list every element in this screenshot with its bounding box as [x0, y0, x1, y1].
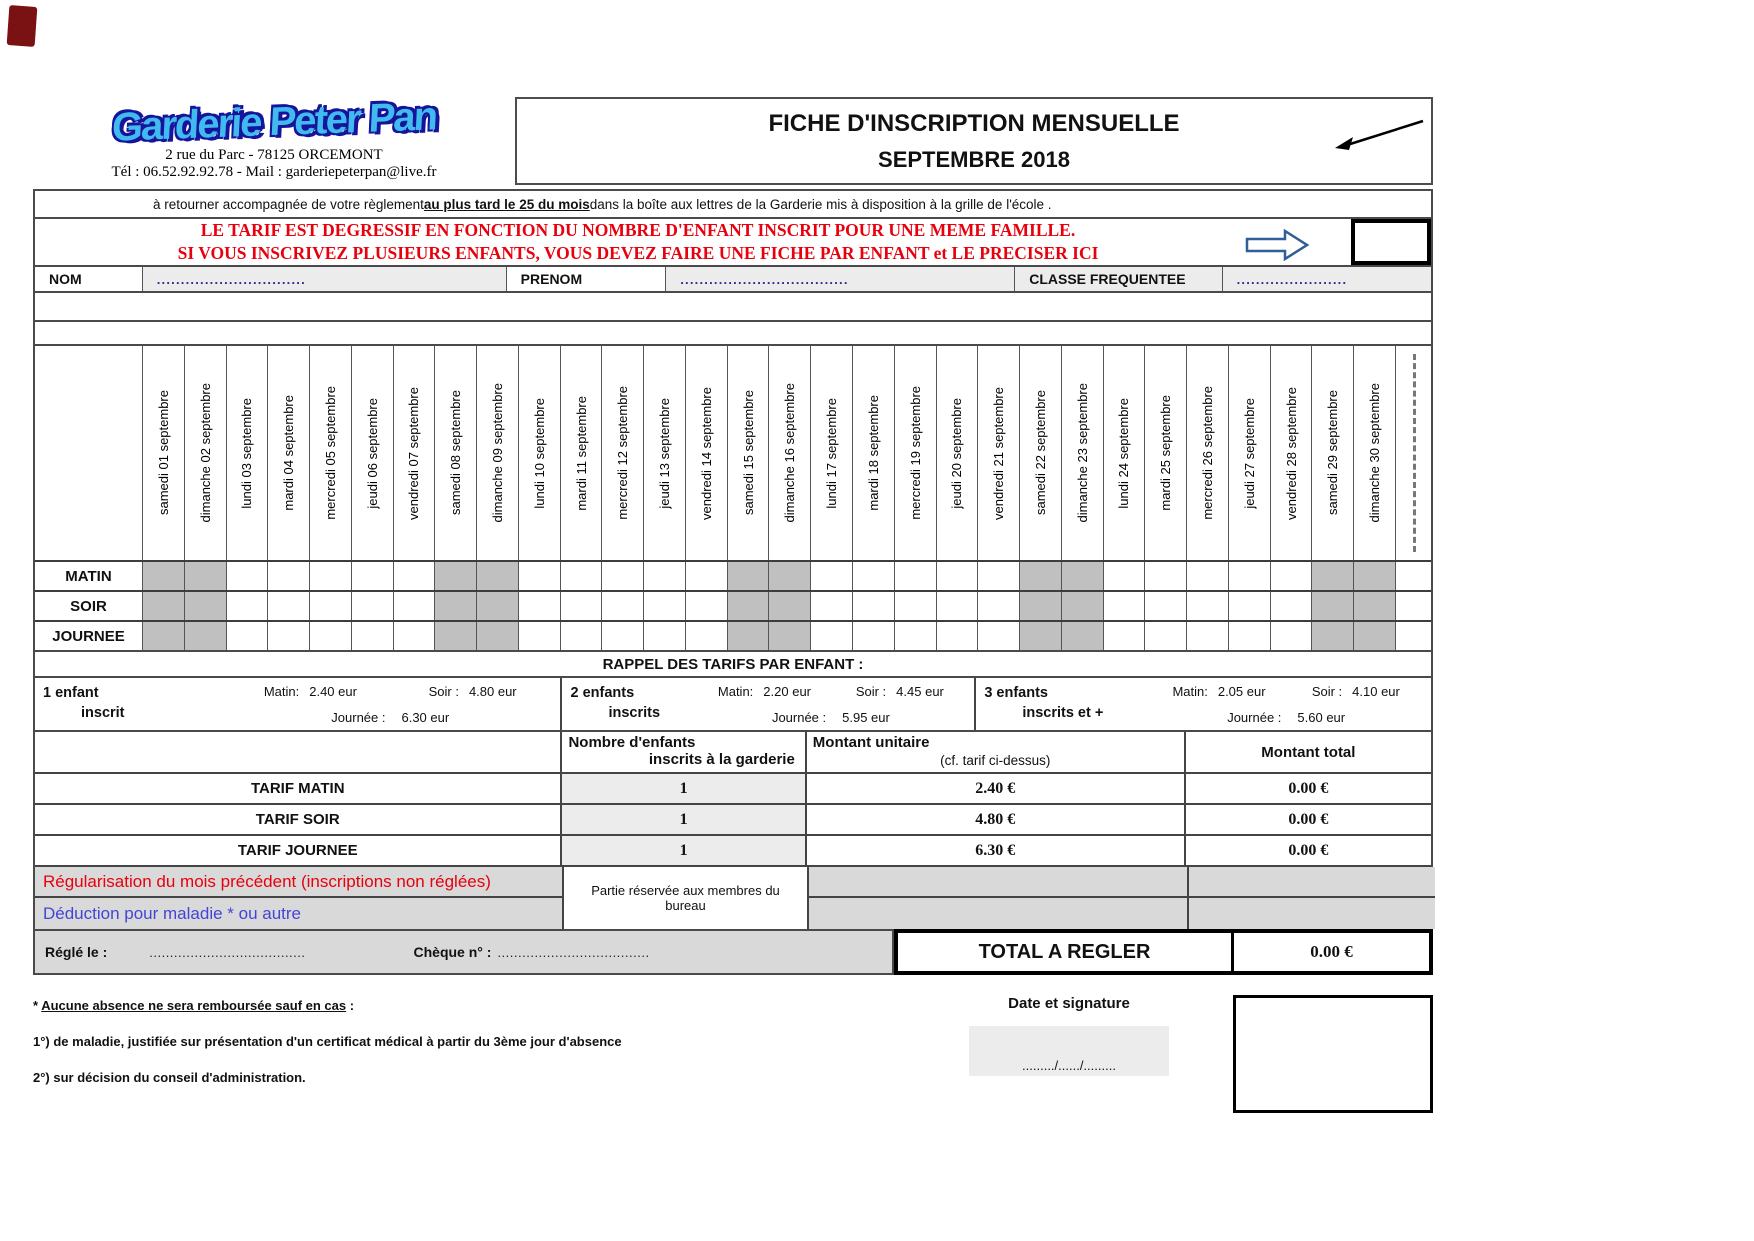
- calendar-cell[interactable]: [727, 562, 769, 590]
- garderie-logo: Garderie Peter Pan: [110, 94, 438, 150]
- calendar-cell[interactable]: [1103, 592, 1145, 620]
- day-header-30: dimanche 30 septembre: [1353, 346, 1395, 560]
- day-header-25: mardi 25 septembre: [1144, 346, 1186, 560]
- calendar-cell[interactable]: [1061, 622, 1103, 650]
- calendar-cell[interactable]: [1103, 562, 1145, 590]
- signature-label: Date et signature: [1008, 995, 1130, 1012]
- calendar-trailing-col: [1395, 346, 1431, 560]
- calendar-cell[interactable]: [351, 622, 393, 650]
- group1-journee-label: Journée :: [331, 710, 386, 725]
- identity-row: [33, 265, 1433, 293]
- regularisation-total-cell[interactable]: [1187, 867, 1435, 898]
- day-header-8: samedi 08 septembre: [434, 346, 476, 560]
- nom-field[interactable]: ...............................: [142, 267, 506, 291]
- prenom-label: PRENOM: [506, 267, 666, 291]
- calendar-body: [35, 560, 1431, 650]
- total-value: 0.00 €: [1310, 942, 1353, 961]
- calendar-row-matin: [35, 560, 1431, 590]
- address-line-2: Tél : 06.52.92.92.78 - Mail : garderiepeterpan@live.fr: [111, 164, 437, 180]
- tariff-group-3: [974, 678, 1431, 730]
- montant-unitaire-cell: 2.40 €: [805, 774, 1184, 803]
- calendar-cell[interactable]: [434, 592, 476, 620]
- nombre-enfants-cell[interactable]: 1: [560, 836, 804, 865]
- calendar-cell[interactable]: [1270, 592, 1312, 620]
- calendar-cell[interactable]: [1019, 622, 1061, 650]
- absence-notes: [33, 995, 935, 1113]
- title-box: [515, 97, 1433, 185]
- calendar-cell[interactable]: [226, 622, 268, 650]
- calendar-trailing-cell: [1395, 562, 1431, 590]
- group3-matin-value: 2.05 eur: [1217, 684, 1266, 699]
- return-instruction-post: dans la boîte aux lettres de la Garderie mis à disposition à la grille de l'école .: [589, 196, 1052, 212]
- calendar-cell[interactable]: [434, 562, 476, 590]
- calendar-cell[interactable]: [1353, 592, 1395, 620]
- deduction-unitaire-cell[interactable]: [807, 898, 1187, 929]
- group3-journee-label: Journée :: [1227, 710, 1282, 725]
- calendar-cell[interactable]: [643, 622, 685, 650]
- calendar-cell[interactable]: [727, 592, 769, 620]
- calendar-cell[interactable]: [1311, 622, 1353, 650]
- day-header-19: mercredi 19 septembre: [894, 346, 936, 560]
- day-header-12: mercredi 12 septembre: [601, 346, 643, 560]
- group2-soir-value: 4.45 eur: [896, 684, 944, 699]
- group3-name: 3 enfants: [984, 685, 1048, 701]
- group1-name-2: inscrit: [81, 705, 125, 721]
- calendar-cell[interactable]: [560, 622, 602, 650]
- montant-total-cell: 0.00 €: [1184, 774, 1431, 803]
- calendar-cell[interactable]: [852, 592, 894, 620]
- calendar-cell[interactable]: [685, 562, 727, 590]
- summary-table: [33, 730, 1433, 931]
- calendar-cell[interactable]: [977, 622, 1019, 650]
- calendar-cell[interactable]: [1186, 562, 1228, 590]
- calendar-cell[interactable]: [894, 562, 936, 590]
- calendar-cell[interactable]: [810, 562, 852, 590]
- calendar-corner-cell: [35, 346, 142, 560]
- tariff-group-2: [560, 678, 974, 730]
- right-block-arrow-icon: [1245, 229, 1309, 261]
- nombre-enfants-cell[interactable]: 1: [560, 774, 804, 803]
- nom-label: NOM: [49, 271, 82, 287]
- calendar-cell[interactable]: [727, 622, 769, 650]
- day-header-1: samedi 01 septembre: [142, 346, 184, 560]
- day-header-13: jeudi 13 septembre: [643, 346, 685, 560]
- day-header-20: jeudi 20 septembre: [936, 346, 978, 560]
- summary-header-total: Montant total: [1184, 732, 1431, 772]
- regularisation-unitaire-cell[interactable]: [807, 867, 1187, 898]
- footer: [33, 995, 1433, 1113]
- calendar-cell[interactable]: [643, 592, 685, 620]
- calendar-day-headers: [35, 346, 1431, 560]
- calendar-cell[interactable]: [685, 622, 727, 650]
- calendar-cell[interactable]: [518, 562, 560, 590]
- day-header-18: mardi 18 septembre: [852, 346, 894, 560]
- calendar-cell[interactable]: [894, 622, 936, 650]
- day-header-10: lundi 10 septembre: [518, 346, 560, 560]
- calendar-cell[interactable]: [476, 592, 518, 620]
- calendar-cell[interactable]: [309, 592, 351, 620]
- absence-note-title: * Aucune absence ne sera remboursée sauf en cas :: [33, 998, 355, 1013]
- prenom-field[interactable]: ...................................: [665, 267, 1014, 291]
- calendar-cell[interactable]: [351, 562, 393, 590]
- tariff-notice-line-1: LE TARIF EST DEGRESSIF EN FONCTION DU NOMBRE D'ENFANT INSCRIT POUR UNE MEME FAMILLE.: [200, 220, 1076, 240]
- day-header-21: vendredi 21 septembre: [977, 346, 1019, 560]
- calendar-cell[interactable]: [601, 592, 643, 620]
- calendar-cell[interactable]: [393, 562, 435, 590]
- nombre-enfants-cell[interactable]: 1: [560, 805, 804, 834]
- address-line-1: 2 rue du Parc - 78125 ORCEMONT: [165, 147, 383, 163]
- calendar-cell[interactable]: [226, 562, 268, 590]
- day-header-6: jeudi 06 septembre: [351, 346, 393, 560]
- day-header-7: vendredi 07 septembre: [393, 346, 435, 560]
- bureau-note: Partie réservée aux membres du bureau: [562, 867, 807, 929]
- summary-header-blank: [35, 732, 560, 772]
- calendar-cell[interactable]: [810, 622, 852, 650]
- calendar-cell[interactable]: [977, 592, 1019, 620]
- empty-row-1: [33, 291, 1433, 322]
- precision-box[interactable]: [1351, 219, 1431, 265]
- tariff-notice: [33, 217, 1433, 267]
- deduction-total-cell[interactable]: [1187, 898, 1435, 929]
- calendar-cell[interactable]: [643, 562, 685, 590]
- tariff-recap-row: [33, 676, 1433, 732]
- regularisation-label: Régularisation du mois précédent (inscriptions non réglées): [35, 867, 562, 898]
- calendar-cell[interactable]: [309, 562, 351, 590]
- calendar-cell[interactable]: [184, 562, 226, 590]
- summary-row-3: [35, 834, 1431, 865]
- montant-unitaire-cell: 4.80 €: [805, 805, 1184, 834]
- calendar-cell[interactable]: [1144, 562, 1186, 590]
- group3-name-2: inscrits et +: [1022, 705, 1104, 721]
- summary-row-1: [35, 772, 1431, 803]
- calendar-cell[interactable]: [267, 592, 309, 620]
- calendar-cell[interactable]: [1353, 562, 1395, 590]
- payment-left: [33, 929, 894, 975]
- payment-row: [33, 929, 1433, 975]
- group3-journee-value: 5.60 eur: [1297, 710, 1346, 725]
- calendar-row-soir: [35, 590, 1431, 620]
- calendar-trailing-cell: [1395, 592, 1431, 620]
- montant-total-cell: 0.00 €: [1184, 836, 1431, 865]
- day-header-23: dimanche 23 septembre: [1061, 346, 1103, 560]
- calendar-cell[interactable]: [226, 592, 268, 620]
- group1-soir-value: 4.80 eur: [468, 684, 517, 699]
- calendar-row-journee: [35, 620, 1431, 650]
- regle-date-field[interactable]: ......................................: [149, 944, 306, 960]
- group1-matin-label: Matin:: [263, 684, 300, 699]
- calendar-cell[interactable]: [1144, 622, 1186, 650]
- day-header-28: vendredi 28 septembre: [1270, 346, 1312, 560]
- day-header-11: mardi 11 septembre: [560, 346, 602, 560]
- signature-area: [935, 995, 1203, 1113]
- group2-matin-label: Matin:: [717, 684, 754, 699]
- classe-label: CLASSE FREQUENTEE: [1014, 267, 1221, 291]
- calendar-cell[interactable]: [518, 592, 560, 620]
- calendar-cell[interactable]: [267, 622, 309, 650]
- calendar-cell[interactable]: [894, 592, 936, 620]
- calendar-cell[interactable]: [601, 562, 643, 590]
- group2-name-2: inscrits: [608, 705, 661, 721]
- calendar-cell[interactable]: [1019, 592, 1061, 620]
- empty-row-2: [33, 320, 1433, 346]
- day-header-15: samedi 15 septembre: [727, 346, 769, 560]
- calendar-cell[interactable]: [309, 622, 351, 650]
- day-header-16: dimanche 16 septembre: [768, 346, 810, 560]
- pointer-arrow-icon: [1331, 115, 1427, 155]
- calendar-cell[interactable]: [1311, 562, 1353, 590]
- calendar-cell[interactable]: [1228, 592, 1270, 620]
- calendar-row-label: JOURNEE: [52, 627, 125, 645]
- day-header-29: samedi 29 septembre: [1311, 346, 1353, 560]
- calendar-cell[interactable]: [1228, 562, 1270, 590]
- group2-soir-label: Soir :: [855, 684, 887, 699]
- montant-total-cell: 0.00 €: [1184, 805, 1431, 834]
- calendar-row-label: MATIN: [65, 567, 112, 585]
- calendar-cell[interactable]: [1353, 622, 1395, 650]
- calendar-cell[interactable]: [852, 622, 894, 650]
- calendar-cell[interactable]: [977, 562, 1019, 590]
- calendar-cell[interactable]: [936, 562, 978, 590]
- calendar-cell[interactable]: [184, 622, 226, 650]
- tariff-notice-line-2: SI VOUS INSCRIVEZ PLUSIEURS ENFANTS, VOUS DEVEZ FAIRE UNE FICHE PAR ENFANT et LE PRECISER ICI: [177, 243, 1099, 263]
- group3-soir-label: Soir :: [1311, 684, 1343, 699]
- group1-journee-value: 6.30 eur: [401, 710, 450, 725]
- calendar-cell[interactable]: [685, 592, 727, 620]
- return-deadline: au plus tard le 25 du mois: [423, 196, 590, 212]
- calendar-cell[interactable]: [434, 622, 476, 650]
- calendar-cell[interactable]: [184, 592, 226, 620]
- group3-matin-label: Matin:: [1172, 684, 1208, 699]
- calendar-cell[interactable]: [267, 562, 309, 590]
- group1-matin-value: 2.40 eur: [309, 684, 357, 699]
- calendar-cell[interactable]: [1186, 622, 1228, 650]
- summary-row-2: [35, 803, 1431, 834]
- group2-journee-value: 5.95 eur: [842, 710, 890, 725]
- tarif-row-label: TARIF MATIN: [250, 780, 345, 797]
- calendar-cell[interactable]: [768, 592, 810, 620]
- calendar-cell[interactable]: [1144, 592, 1186, 620]
- day-header-24: lundi 24 septembre: [1103, 346, 1145, 560]
- calendar-cell[interactable]: [810, 592, 852, 620]
- calendar-cell[interactable]: [1270, 622, 1312, 650]
- dashed-divider: [1413, 354, 1416, 552]
- day-header-14: vendredi 14 septembre: [685, 346, 727, 560]
- calendar-trailing-cell: [1395, 622, 1431, 650]
- day-header-17: lundi 17 septembre: [810, 346, 852, 560]
- calendar-cell[interactable]: [768, 622, 810, 650]
- signature-box[interactable]: [1233, 995, 1433, 1113]
- tariff-recap-title: RAPPEL DES TARIFS PAR ENFANT :: [33, 650, 1433, 678]
- deduction-label: Déduction pour maladie * ou autre: [35, 898, 562, 929]
- group3-soir-value: 4.10 eur: [1352, 684, 1400, 699]
- regle-label: Réglé le :: [45, 944, 108, 960]
- calendar-cell[interactable]: [936, 622, 978, 650]
- cheque-label: Chèque n° :: [413, 944, 492, 960]
- calendar-cell[interactable]: [768, 562, 810, 590]
- montant-unitaire-cell: 6.30 €: [805, 836, 1184, 865]
- day-header-27: jeudi 27 septembre: [1228, 346, 1270, 560]
- summary-header-nombre: Nombre d'enfants inscrits à la garderie: [560, 732, 804, 772]
- adjustment-rows: [35, 865, 1431, 929]
- calendar-cell[interactable]: [393, 622, 435, 650]
- calendar-cell[interactable]: [1186, 592, 1228, 620]
- calendar-cell[interactable]: [1019, 562, 1061, 590]
- calendar-cell[interactable]: [518, 622, 560, 650]
- calendar-cell[interactable]: [936, 592, 978, 620]
- calendar-cell[interactable]: [1061, 592, 1103, 620]
- day-header-9: dimanche 09 septembre: [476, 346, 518, 560]
- group2-name: 2 enfants: [570, 685, 635, 701]
- day-header-3: lundi 03 septembre: [226, 346, 268, 560]
- calendar-cell[interactable]: [1270, 562, 1312, 590]
- summary-header: [35, 732, 1431, 772]
- calendar-cell[interactable]: [601, 622, 643, 650]
- calendar-row-label: SOIR: [70, 597, 107, 615]
- calendar-cell[interactable]: [351, 592, 393, 620]
- day-header-4: mardi 04 septembre: [267, 346, 309, 560]
- calendar-cell[interactable]: [142, 592, 184, 620]
- calendar-cell[interactable]: [560, 592, 602, 620]
- calendar-cell[interactable]: [560, 562, 602, 590]
- calendar-cell[interactable]: [393, 592, 435, 620]
- group2-journee-label: Journée :: [771, 710, 827, 725]
- logo-block: [33, 94, 515, 185]
- form-month: SEPTEMBRE 2018: [878, 147, 1070, 172]
- header: [33, 94, 1433, 185]
- total-box: [894, 929, 1433, 975]
- cheque-number-field[interactable]: .....................................: [497, 944, 650, 960]
- calendar-cell[interactable]: [1311, 592, 1353, 620]
- summary-header-unitaire: Montant unitaire (cf. tarif ci-dessus): [805, 732, 1184, 772]
- return-instruction: [33, 189, 1433, 219]
- day-header-22: samedi 22 septembre: [1019, 346, 1061, 560]
- day-header-2: dimanche 02 septembre: [184, 346, 226, 560]
- group2-matin-value: 2.20 eur: [763, 684, 811, 699]
- day-header-5: mercredi 05 septembre: [309, 346, 351, 560]
- group1-soir-label: Soir :: [428, 684, 459, 699]
- calendar-table: [33, 344, 1433, 652]
- absence-note-1: 1°) de maladie, justifiée sur présentation d'un certificat médical à partir du 3ème jour d'absence: [33, 1034, 622, 1049]
- total-label: TOTAL A REGLER: [898, 933, 1234, 971]
- summary-rows: [35, 772, 1431, 865]
- calendar-cell[interactable]: [1103, 622, 1145, 650]
- return-instruction-pre: à retourner accompagnée de votre règlement: [153, 196, 424, 212]
- calendar-cell[interactable]: [852, 562, 894, 590]
- absence-note-2: 2°) sur décision du conseil d'administration.: [33, 1070, 306, 1085]
- classe-field[interactable]: .......................: [1222, 267, 1431, 291]
- tarif-row-label: TARIF SOIR: [255, 811, 340, 828]
- signature-date-field[interactable]: ........./....../.........: [969, 1026, 1169, 1076]
- tariff-group-1: [35, 678, 560, 730]
- calendar-cell[interactable]: [476, 622, 518, 650]
- tarif-row-label: TARIF JOURNEE: [237, 842, 358, 859]
- calendar-cell[interactable]: [1228, 622, 1270, 650]
- day-header-26: mercredi 26 septembre: [1186, 346, 1228, 560]
- form-title: FICHE D'INSCRIPTION MENSUELLE: [768, 110, 1180, 137]
- calendar-cell[interactable]: [142, 562, 184, 590]
- calendar-cell[interactable]: [1061, 562, 1103, 590]
- calendar-cell[interactable]: [476, 562, 518, 590]
- calendar-cell[interactable]: [142, 622, 184, 650]
- corner-mark: [7, 5, 38, 47]
- group1-name: 1 enfant: [43, 685, 99, 701]
